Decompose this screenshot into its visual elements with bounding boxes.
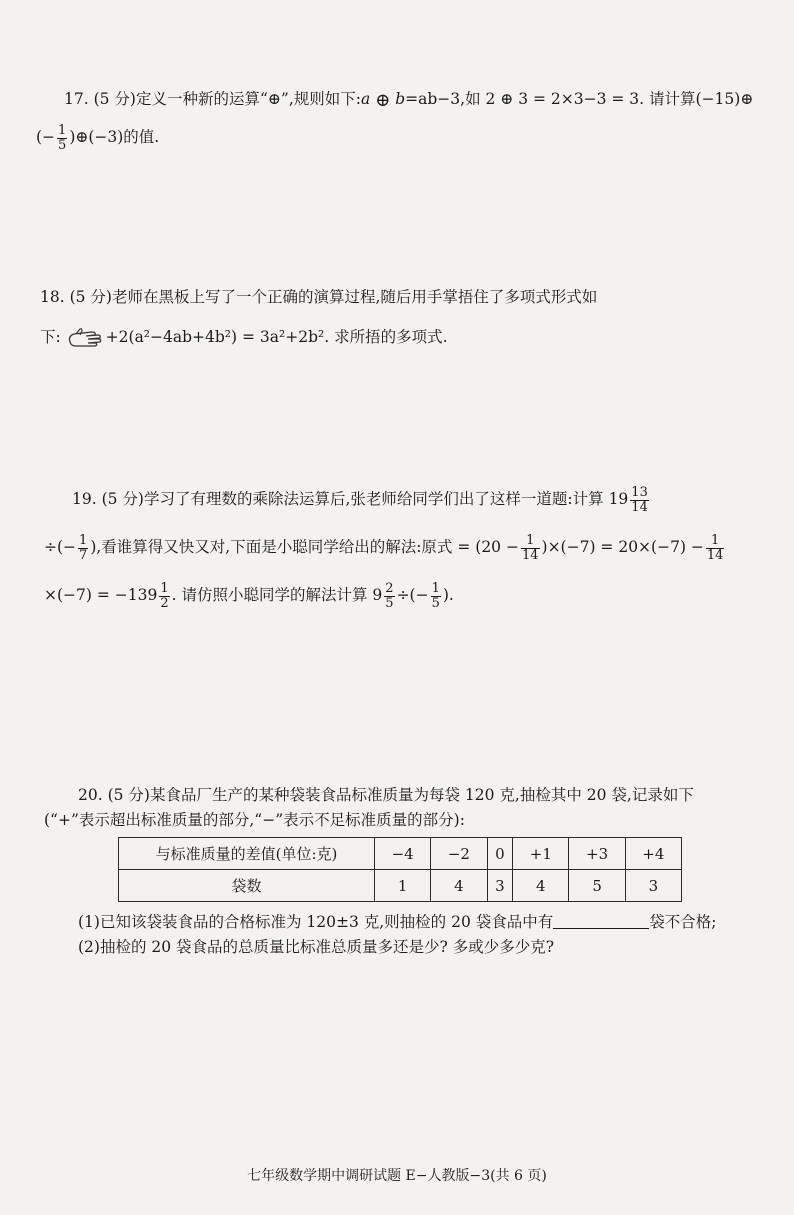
q17-line2-rest: )⊕(−3)的值.: [69, 128, 160, 147]
q18-line2: [40, 326, 448, 348]
q18-number: 18.: [40, 288, 65, 306]
q19-seg-a: ÷(−: [44, 538, 77, 557]
q18-score: (5 分): [69, 288, 112, 306]
fraction-numerator: 1: [521, 534, 540, 549]
q18-line1: [40, 290, 597, 306]
table-cell: +3: [569, 838, 625, 870]
q20-sub1: [78, 914, 716, 931]
table-cell: −4: [375, 838, 431, 870]
q20-number: 20.: [78, 786, 103, 804]
q19-fraction-1-5: [431, 582, 441, 610]
q19-line2: [44, 534, 726, 562]
q20-sub1-text: (1)已知该袋装食品的合格标准为 120±3 克,则抽检的 20 袋食品中有: [78, 913, 554, 931]
q20-score: (5 分): [107, 786, 150, 804]
q19-seg-g: ).: [442, 586, 454, 605]
fraction-numerator: 1: [79, 533, 88, 548]
table-cell: +4: [625, 838, 681, 870]
fraction-numerator: 1: [160, 581, 169, 596]
fraction-denominator: 5: [431, 595, 440, 611]
table-cell: 4: [513, 870, 569, 902]
q17-example: ,如 2 ⊕ 3 = 2×3−3 = 3. 请计算(−15)⊕: [460, 90, 754, 108]
q19-fraction-13-14: [630, 486, 649, 514]
fraction-denominator: 5: [58, 137, 67, 153]
fraction-numerator: 2: [385, 581, 394, 596]
q19-text: 学习了有理数的乘除法运算后,张老师给同学们出了这样一道题:计算 19: [143, 490, 629, 509]
q20-legend-note: (“+”表示超出标准质量的部分,“−”表示不足标准质量的部分):: [44, 811, 465, 829]
table-cell: 3: [487, 870, 513, 902]
q17-rule-rhs: =ab−3: [405, 90, 461, 108]
q19-score: (5 分): [101, 490, 144, 509]
table-header-diff: 与标准质量的差值(单位:克): [119, 838, 375, 870]
q18-expression: +2(a²−4ab+4b²) = 3a²+2b²: [105, 328, 325, 346]
q20-sub2-text: (2)抽检的 20 袋食品的总质量比标准总质量多还是少? 多或少多少克?: [78, 938, 555, 956]
q17-number: 17.: [64, 90, 89, 108]
fraction-denominator: 7: [79, 547, 88, 563]
table-cell: 5: [569, 870, 625, 902]
fraction-numerator: 1: [58, 123, 67, 138]
q19-seg-f: ÷(−: [396, 586, 429, 605]
q17-var-a: a: [360, 90, 371, 108]
fraction-numerator: 1: [431, 581, 440, 596]
q20-line2: [44, 813, 465, 829]
q17-line2-prefix: (−: [36, 128, 56, 147]
fraction-denominator: 14: [631, 499, 648, 515]
fraction-denominator: 14: [706, 547, 724, 563]
q20-text: 某食品厂生产的某种袋装食品标准质量为每袋 120 克,抽检其中 20 袋,记录如下: [149, 786, 694, 804]
q20-sub1-tail: 袋不合格;: [649, 913, 717, 931]
table-cell: 0: [487, 838, 513, 870]
covering-hand-icon: [66, 326, 106, 348]
table-row: [119, 870, 682, 902]
q20-line1: [78, 788, 694, 804]
q19-line3: [44, 582, 454, 610]
q19-seg-e: . 请仿照小聪同学的解法计算 9: [171, 586, 383, 605]
table-cell: 4: [431, 870, 487, 902]
fraction-denominator: 5: [385, 595, 394, 611]
q19-fraction-1-14-a: [521, 534, 540, 562]
fraction-denominator: 14: [521, 547, 539, 563]
table-cell: +1: [513, 838, 569, 870]
table-cell: 3: [625, 870, 681, 902]
q19-line1: [72, 486, 651, 514]
q19-fraction-1-7: [78, 534, 88, 562]
q19-fraction-1-14-b: [706, 534, 725, 562]
q19-seg-d: ×(−7) = −139: [44, 586, 158, 605]
q19-seg-c: )×(−7) = 20×(−7) −: [541, 538, 704, 557]
q17-score: (5 分): [93, 90, 136, 108]
q17-intro: 定义一种新的运算“⊕”,规则如下:: [135, 90, 361, 108]
q17-line1: [64, 92, 753, 110]
q17-var-b: b: [395, 90, 406, 108]
q20-record-table: [118, 837, 682, 902]
q20-sub2: [78, 940, 554, 956]
table-cell: −2: [431, 838, 487, 870]
q17-line2: [36, 124, 159, 152]
fraction-numerator: 1: [706, 534, 725, 549]
q19-number: 19.: [72, 490, 97, 509]
q17-fraction: [57, 124, 67, 152]
oplus-icon: ⊕: [375, 90, 391, 111]
page-footer: 七年级数学期中调研试题 E−人教版−3(共 6 页): [247, 1168, 547, 1184]
table-row: [119, 838, 682, 870]
q18-text: 老师在黑板上写了一个正确的演算过程,随后用手掌捂住了多项式形式如: [111, 288, 598, 306]
q19-fraction-2-5: [384, 582, 394, 610]
q19-seg-b: ),看谁算得又快又对,下面是小聪同学给出的解法:原式 = (20 −: [90, 538, 519, 557]
q18-line2-prefix: 下:: [40, 328, 61, 346]
fraction-denominator: 2: [160, 595, 169, 611]
q18-question: . 求所捂的多项式.: [324, 328, 448, 346]
table-cell: 1: [375, 870, 431, 902]
table-header-count: 袋数: [119, 870, 375, 902]
fraction-numerator: 13: [631, 485, 648, 500]
q19-fraction-1-2: [159, 582, 169, 610]
answer-blank[interactable]: [553, 914, 649, 929]
